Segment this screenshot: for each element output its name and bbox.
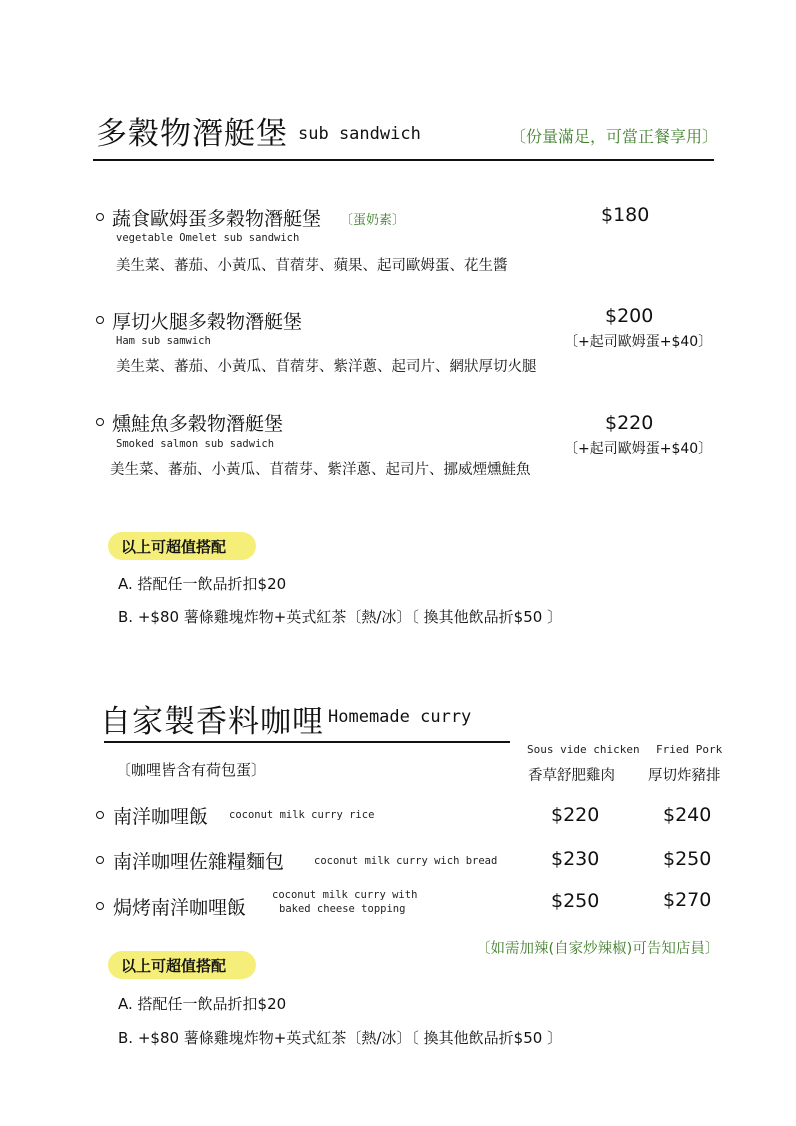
sandwich-divider (93, 159, 714, 161)
sandwich-item-addon: 〔+起司歐姆蛋+$40〕 (564, 441, 713, 457)
bullet-icon (96, 316, 104, 324)
curry-item-name: 南洋咖哩佐雜糧麵包 (113, 851, 285, 873)
sandwich-item-name-en: vegetable Omelet sub sandwich (116, 232, 300, 244)
bullet-icon (96, 213, 104, 221)
column-header-en: Sous vide chicken (527, 743, 640, 756)
curry-item-name-en: coconut milk curry wich bread (314, 855, 498, 867)
spicy-note: 〔如需加辣(自家炒辣椒)可告知店員〕 (476, 941, 720, 957)
curry-item-name: 焗烤南洋咖哩飯 (113, 897, 247, 919)
sandwich-portion-note: 〔份量滿足，可當正餐享用〕 (510, 127, 719, 146)
sandwich-item-addon: 〔+起司歐姆蛋+$40〕 (564, 334, 713, 350)
sandwich-item-name: 厚切火腿多穀物潛艇堡 (112, 311, 303, 333)
combo-option-a: A. 搭配任一飲品折扣$20 (118, 995, 287, 1013)
sandwich-item-price: $220 (605, 412, 654, 434)
curry-egg-note: 〔咖哩皆含有荷包蛋〕 (116, 761, 267, 779)
sandwich-item-name-en: Smoked salmon sub sadwich (116, 438, 275, 450)
sandwich-item-price: $200 (605, 305, 654, 327)
sandwich-item-desc: 美生菜、蕃茄、小黃瓜、苜蓿芽、紫洋蔥、起司片、網狀厚切火腿 (116, 359, 537, 375)
curry-title: 自家製香料咖哩 (100, 704, 324, 740)
combo-option-b: B. +$80 薯條雞塊炸物+英式紅茶〔熱/冰〕〔 換其他飲品折$50 〕 (118, 608, 563, 626)
curry-divider (104, 741, 510, 743)
sandwich-item-tag: 〔蛋奶素〕 (340, 213, 406, 228)
curry-price-chicken: $250 (551, 890, 600, 912)
sandwich-item-price: $180 (601, 204, 650, 226)
sandwich-item-desc: 美生菜、蕃茄、小黃瓜、苜蓿芽、蘋果、起司歐姆蛋、花生醬 (116, 258, 508, 274)
curry-item-name: 南洋咖哩飯 (113, 806, 209, 828)
curry-price-pork: $250 (663, 848, 712, 870)
bullet-icon (96, 811, 104, 819)
column-header: 香草舒肥雞肉 (528, 768, 615, 784)
sandwich-item-name-en: Ham sub samwich (116, 335, 211, 347)
bullet-icon (96, 902, 104, 910)
curry-item-name-en: coconut milk curry with (272, 889, 418, 901)
sandwich-item-desc: 美生菜、蕃茄、小黃瓜、苜蓿芽、紫洋蔥、起司片、挪威煙燻鮭魚 (110, 462, 531, 478)
sandwich-title-en: sub sandwich (298, 124, 421, 144)
curry-title-en: Homemade curry (328, 707, 472, 727)
bullet-icon (96, 418, 104, 426)
combo-label: 以上可超值搭配 (121, 538, 227, 556)
curry-item-name-en: coconut milk curry rice (229, 809, 375, 821)
combo-label: 以上可超值搭配 (121, 957, 227, 975)
curry-price-pork: $240 (663, 804, 712, 826)
column-header: 厚切炸豬排 (648, 768, 721, 784)
sandwich-item-name: 燻鮭魚多穀物潛艇堡 (112, 413, 284, 435)
curry-price-pork: $270 (663, 889, 712, 911)
combo-option-b: B. +$80 薯條雞塊炸物+英式紅茶〔熱/冰〕〔 換其他飲品折$50 〕 (118, 1029, 563, 1047)
bullet-icon (96, 856, 104, 864)
curry-price-chicken: $230 (551, 848, 600, 870)
combo-option-a: A. 搭配任一飲品折扣$20 (118, 575, 287, 593)
sandwich-title: 多穀物潛艇堡 (96, 116, 288, 152)
column-header-en: Fried Pork (656, 743, 723, 756)
curry-item-name-en-line2: baked cheese topping (279, 903, 406, 915)
sandwich-item-name: 蔬食歐姆蛋多穀物潛艇堡 (112, 208, 322, 230)
curry-price-chicken: $220 (551, 804, 600, 826)
